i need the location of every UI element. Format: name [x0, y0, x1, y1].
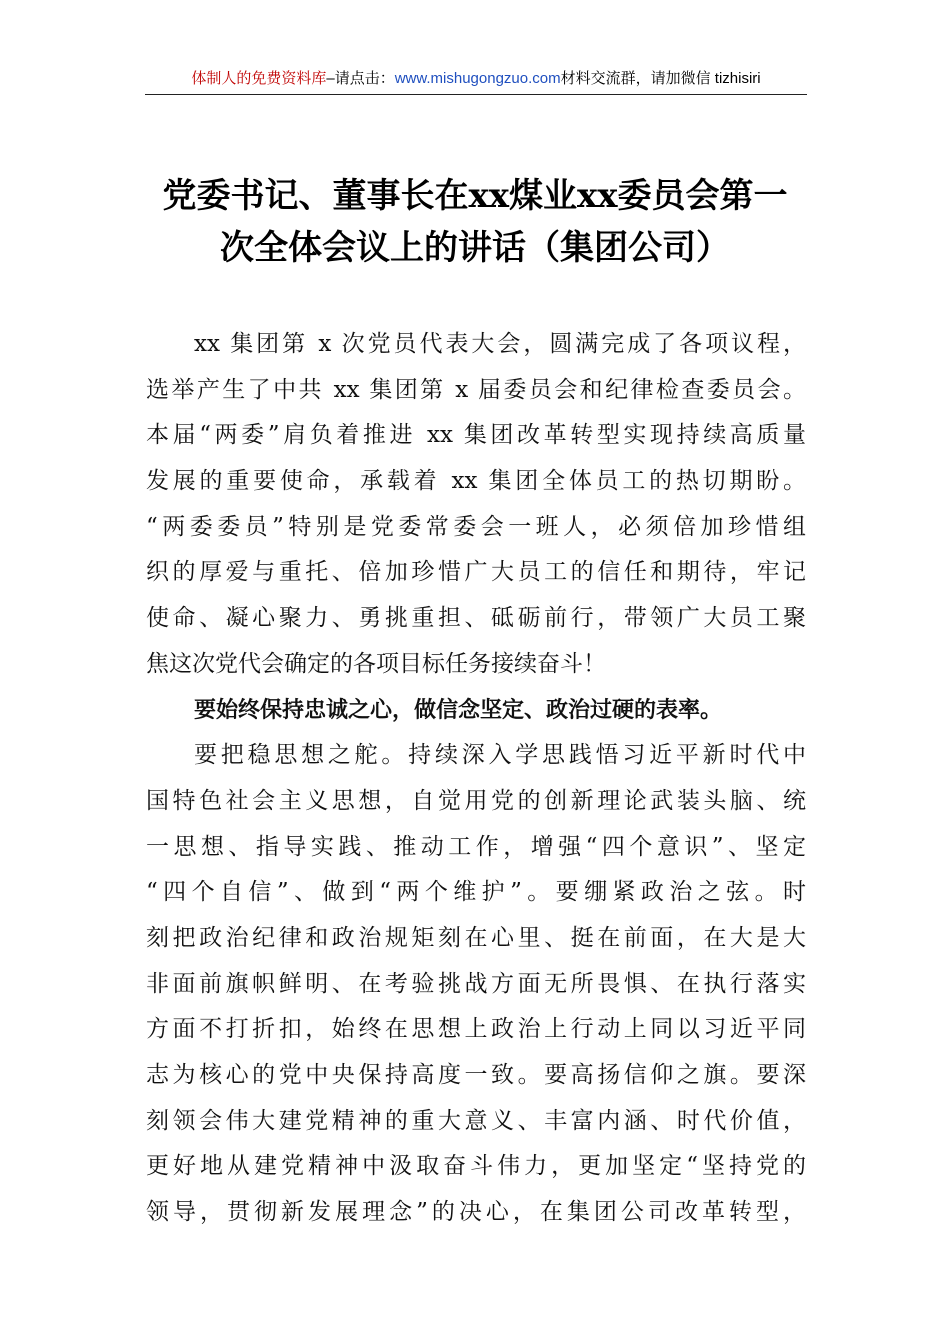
header-link[interactable]: www.mishugongzuo.com	[394, 70, 561, 87]
body-line: 非面前旗帜鲜明、在考验挑战方面无所畏惧、在执行落实	[146, 970, 806, 997]
body-line: xx 集团第 x 次党员代表大会，圆满完成了各项议程，	[194, 331, 806, 357]
body-line: 国特色社会主义思想，自觉用党的创新理论武装头脑、统	[146, 787, 806, 814]
header-suffix: 材料交流群，请加微信 tizhisiri	[560, 70, 761, 87]
body-line: 领导，贯彻新发展理念”的决心，在集团公司改革转型，	[146, 1199, 806, 1226]
body-line: 一思想、指导实践、推动工作，增强“四个意识”、坚定	[146, 833, 806, 860]
body-line: 本届“两委”肩负着推进 xx 集团改革转型实现持续高质量	[146, 422, 806, 449]
body-line: 选举产生了中共 xx 集团第 x 届委员会和纪律检查委员会。	[146, 376, 806, 403]
header-brand: 体制人的免费资料库	[191, 70, 327, 87]
body-line: 使命、凝心聚力、勇挑重担、砥砺前行，带领广大员工聚	[146, 605, 806, 632]
body-line: 要把稳思想之舵。持续深入学思践悟习近平新时代中	[194, 742, 806, 769]
body-line: 织的厚爱与重托、倍加珍惜广大员工的信任和期待，牢记	[146, 559, 806, 586]
title-line-2: 次全体会议上的讲话（集团公司）	[220, 228, 730, 268]
body-line: 刻领会伟大建党精神的重大意义、丰富内涵、时代价值，	[146, 1107, 806, 1134]
body-line: “四个自信”、做到“两个维护”。要绷紧政治之弦。时	[146, 879, 806, 906]
document-body	[146, 322, 806, 1236]
section-heading: 要始终保持忠诚之心，做信念坚定、政治过硬的表率。	[194, 697, 723, 723]
document-title	[120, 170, 830, 274]
body-line: “两委委员”特别是党委常委会一班人，必须倍加珍惜组	[146, 513, 806, 540]
body-line: 方面不打折扣，始终在思想上政治上行动上同以习近平同	[146, 1016, 806, 1043]
body-line: 焦这次党代会确定的各项目标任务接续奋斗！	[146, 650, 606, 677]
page-header	[145, 68, 807, 95]
body-line: 志为核心的党中央保持高度一致。要高扬信仰之旗。要深	[146, 1062, 806, 1088]
body-line: 更好地从建党精神中汲取奋斗伟力，更加坚定“坚持党的	[146, 1153, 806, 1180]
header-prompt: –请点击：	[326, 70, 395, 87]
body-line: 发展的重要使命，承载着 xx 集团全体员工的热切期盼。	[146, 468, 806, 495]
body-line: 刻把政治纪律和政治规矩刻在心里、挺在前面，在大是大	[146, 924, 806, 951]
title-line-1: 党委书记、董事长在xx煤业xx委员会第一	[162, 176, 788, 216]
